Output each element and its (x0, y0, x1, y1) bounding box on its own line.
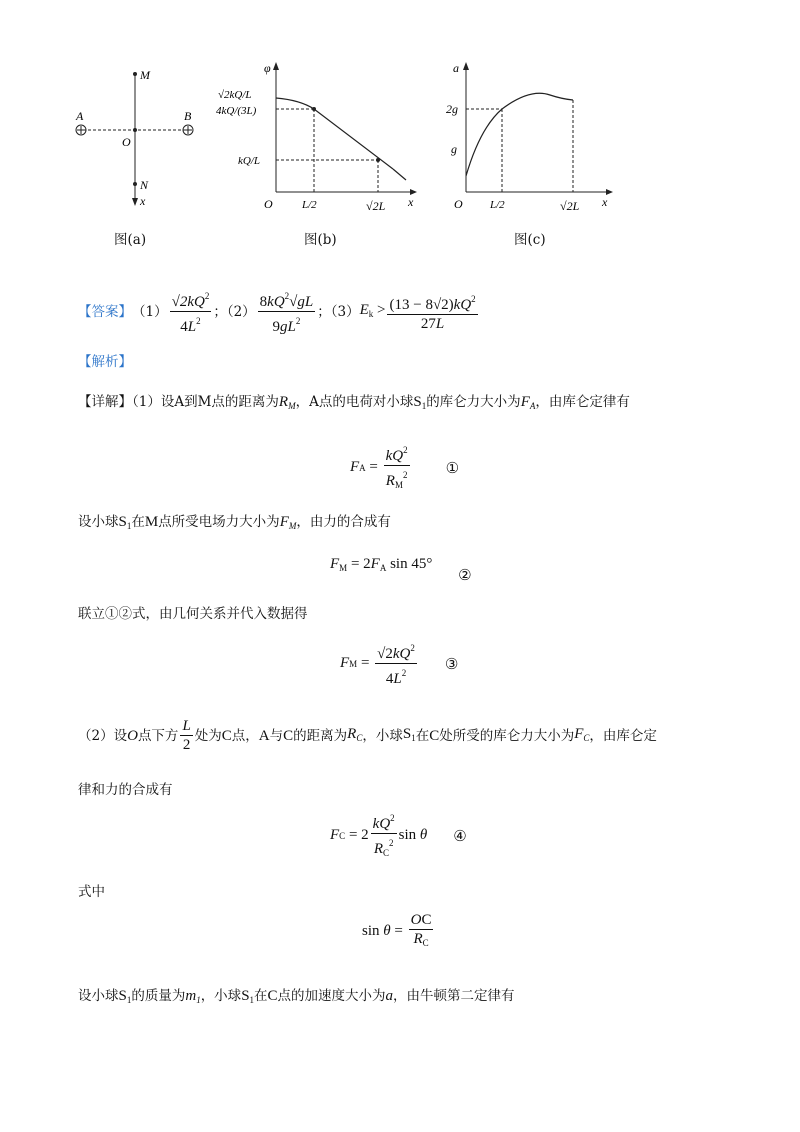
eq-mark-2: ② (458, 566, 472, 584)
detail-line-3: 联立①②式，由几何关系并代入数据得 (78, 606, 308, 622)
answer-3-frac: $\frac{(13 - 8√2)kQ^2}{27L}$ (387, 291, 477, 332)
symbol-c: C (267, 988, 278, 1004)
detail-tag: 【详解】 (78, 394, 132, 410)
axis-x-label: x (602, 195, 608, 209)
text-seg: 在 (131, 514, 145, 530)
symbol-rm: $R_M$ (278, 394, 296, 411)
x-tick-2: √2L (560, 199, 580, 213)
text-seg: ，由库仑定律有 (535, 394, 630, 410)
text-seg: 设小球 (78, 988, 119, 1004)
text-seg: 在 (254, 988, 268, 1004)
symbol-l-half: $\frac{L}{2}$ (182, 718, 191, 753)
x-tick-1: L/2 (302, 199, 317, 211)
symbol-a: A (258, 727, 270, 744)
answer-part-3: ；（3） (317, 303, 360, 320)
label-a: A (76, 109, 84, 123)
text-seg: ，A点的电荷对小球 (295, 394, 414, 410)
symbol-fm: $F_M$ (279, 514, 297, 531)
symbol-fc: $F_C$ (574, 725, 590, 743)
symbol-c: C (221, 727, 232, 744)
label-x: x (140, 194, 146, 208)
equation-5: sin θ = $\frac{OC}{R_C}$ (362, 912, 432, 948)
x-tick-2: √2L (366, 199, 386, 213)
charge-b-symbol (183, 125, 193, 135)
caption-c: 图(c) (514, 232, 546, 248)
caption-b: 图(b) (304, 232, 337, 248)
analysis-tag: 【解析】 (78, 354, 132, 370)
text-seg: ，小球 (362, 727, 403, 744)
origin-label: O (264, 197, 273, 211)
text-seg: 在 (415, 727, 430, 744)
text-seg: 点， (231, 727, 259, 744)
answer-part-2: ；（2） (213, 303, 256, 320)
text-seg: （1）设A到M点的距离为 (132, 394, 279, 410)
text-seg: 与 (269, 727, 284, 744)
symbol-s1: $S_1$ (241, 988, 255, 1005)
text-seg: 点的加速度大小为 (277, 988, 386, 1004)
answer-line (78, 288, 480, 335)
label-b: B (184, 109, 192, 123)
symbol-m1: $m_1$ (185, 988, 201, 1005)
axis-x-label: x (408, 195, 414, 209)
equation-3: F M = $\frac{√2kQ^2}{4L^2}$ ③ (340, 640, 458, 687)
detail-line-6: 式中 (78, 884, 105, 900)
answer-tag: 【答案】 (78, 303, 132, 320)
origin-label: O (454, 197, 463, 211)
text-seg: 的距离为 (293, 727, 348, 744)
symbol-s1: $S_1$ (413, 394, 427, 411)
symbol-s1: $S_1$ (402, 725, 416, 743)
answer-3-formula: $E_k$ > (359, 301, 386, 319)
symbol-o: O (127, 727, 138, 744)
symbol-fa: $F_A$ (520, 394, 536, 411)
answer-2-formula: $\frac{8kQ^2√gL}{9gL^2}$ (258, 288, 316, 335)
figure-c (440, 58, 630, 223)
x-tick-1: L/2 (490, 199, 505, 211)
y-tick-3: kQ/L (238, 155, 260, 167)
equation-2: $F_M = 2F_A$ sin 45° ② (330, 556, 472, 584)
detail-line-2 (78, 512, 391, 536)
label-n: N (140, 178, 149, 192)
label-m: M (140, 68, 150, 82)
answer-part-1: （1） (132, 303, 168, 320)
y-tick-1: 2g (446, 102, 458, 116)
detail-line-4 (78, 718, 657, 753)
caption-a: 图(a) (114, 232, 147, 248)
symbol-a-accel: a (385, 988, 394, 1004)
equation-1: F A = $\frac{kQ^2}{R_M^2}$ ① (350, 442, 459, 493)
y-tick-2: 4kQ/(3L) (216, 105, 257, 117)
text-seg: 点下方 (137, 727, 179, 744)
label-o: O (122, 135, 131, 149)
equation-4: F C = 2 $\frac{kQ^2}{R_C^2}$ sin θ ④ (330, 810, 467, 861)
figure-a (60, 60, 210, 220)
figure-b (210, 58, 425, 223)
symbol-s1: $S_1$ (118, 514, 132, 531)
symbol-rc: $R_C$ (347, 725, 363, 743)
symbol-m: M (144, 514, 159, 530)
symbol-s1: $S_1$ (118, 988, 132, 1005)
answer-1-formula: $\frac{√2kQ^2}{4L^2}$ (170, 288, 212, 335)
text-seg: ，由力的合成有 (296, 514, 391, 530)
y-tick-1: √2kQ/L (218, 89, 252, 101)
text-seg: ，小球 (200, 988, 242, 1004)
symbol-c: C (283, 727, 294, 744)
eq-mark-3: ③ (444, 654, 459, 673)
text-seg: 处为 (194, 727, 222, 744)
axis-y-label: a (453, 61, 459, 75)
charge-a-symbol (76, 125, 86, 135)
text-seg: 处所受的库仑力大小为 (439, 727, 575, 744)
text-seg: ，由牛顿第二定律有 (393, 988, 515, 1004)
detail-line-1 (78, 392, 630, 416)
symbol-c: C (429, 727, 440, 744)
text-seg: ，由库仑定 (589, 727, 657, 744)
text-seg: （2）设 (78, 727, 128, 744)
axis-y-label: φ (264, 61, 271, 75)
detail-line-5: 律和力的合成有 (78, 782, 173, 798)
text-seg: 的库仑力大小为 (426, 394, 521, 410)
y-tick-2: g (451, 142, 457, 156)
eq-mark-1: ① (445, 458, 460, 477)
detail-line-7 (78, 986, 515, 1010)
text-seg: 的质量为 (131, 988, 186, 1004)
text-seg: 设小球 (78, 514, 119, 530)
text-seg: 点所受电场力大小为 (158, 514, 280, 530)
eq-mark-4: ④ (453, 826, 467, 845)
